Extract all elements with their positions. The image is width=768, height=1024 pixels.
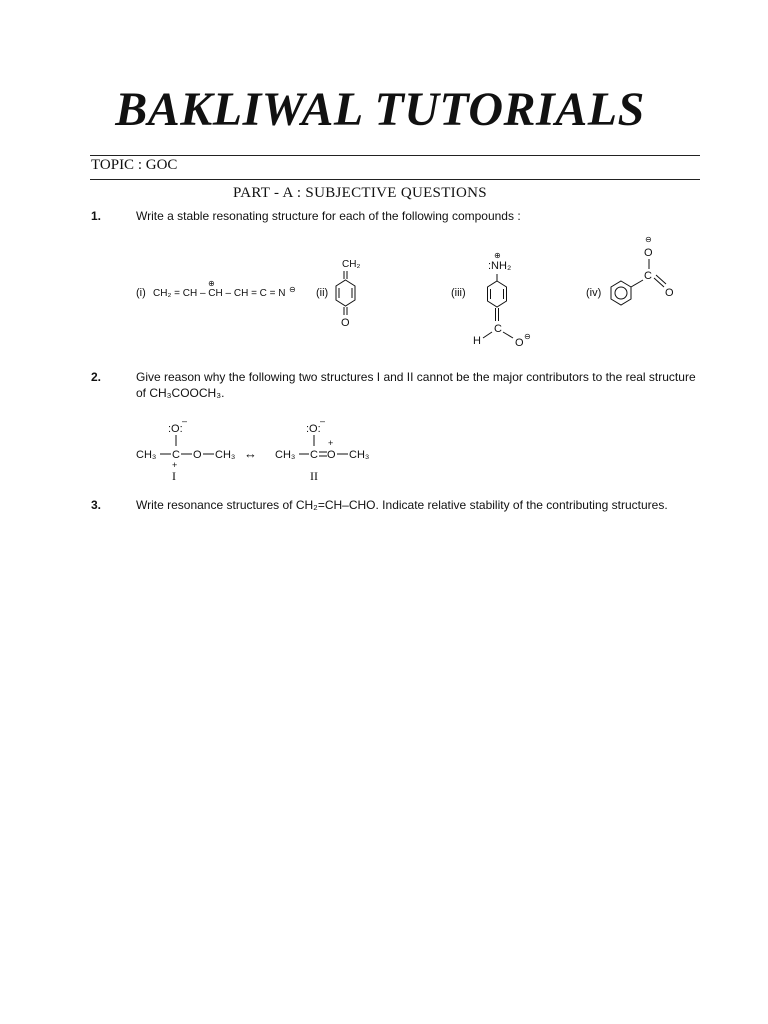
header-rule-top: [90, 155, 700, 156]
question-1-text: Write a stable resonating structure for each of the following compounds :: [136, 209, 521, 223]
structure-II-oxygen: :O:: [306, 423, 321, 435]
structure-ii: [316, 259, 360, 329]
part-heading: PART - A : SUBJECTIVE QUESTIONS: [233, 185, 487, 201]
structure-I-oxygen-ester: O: [193, 449, 202, 461]
structure-ii-bottom-group: O: [341, 317, 350, 329]
structure-i: [136, 279, 296, 299]
structure-I-ch3-left: CH₃: [136, 449, 157, 461]
structure-I-ch3-right: CH₃: [215, 449, 236, 461]
resonance-arrow: ↔: [244, 446, 257, 461]
structure-II-ch3-left: CH₃: [275, 449, 296, 461]
question-3-text: Write resonance structures of CH₂=CH–CHO. Indicate relative stability of the contributing structures.: [136, 498, 668, 512]
structure-iii: [451, 251, 531, 349]
question-2-text-line2: of CH₃COOCH₃.: [136, 386, 225, 400]
question-2-structures: [0, 410, 768, 490]
structure-iii-right-charge: ⊖: [524, 332, 531, 341]
question-2-text-line1: Give reason why the following two structures I and II cannot be the major contributors to the real structure: [136, 370, 696, 384]
structure-i-anion-charge: ⊖: [289, 285, 296, 294]
structure-II-oxygen-ester: O: [327, 449, 336, 461]
structure-iv-label: (iv): [586, 287, 602, 299]
structure-I-carbon: C: [172, 449, 180, 461]
structure-I-carbon-charge: +: [172, 460, 178, 470]
structure-I-oxygen: :O:: [168, 423, 183, 435]
structure-iv-ring: [611, 281, 631, 305]
structure-i-formula: CH₂ = CH – CH – CH = C = N: [153, 288, 286, 299]
structure-II: [275, 416, 369, 483]
structure-II-ring-oxygen-charge: +: [328, 438, 334, 448]
structure-iii-label: (iii): [451, 287, 466, 299]
structure-ii-label: (ii): [316, 287, 329, 299]
header-rule-bottom: [90, 179, 700, 180]
structure-I-roman: I: [172, 469, 176, 483]
structure-II-oxygen-charge: –: [320, 416, 326, 426]
structure-iv-top-charge: ⊖: [645, 235, 652, 244]
structure-iii-left-atom: H: [473, 335, 481, 347]
structure-II-ch3-right: CH₃: [349, 449, 370, 461]
structure-iv-top-oxygen: O: [644, 247, 653, 259]
structure-ii-top-group: CH₂: [342, 259, 361, 270]
structure-iv-carbon: C: [644, 270, 652, 282]
question-3-number: 3.: [91, 498, 102, 512]
question-2-number: 2.: [91, 370, 102, 384]
structure-II-roman: II: [310, 469, 318, 483]
structure-iv-right-oxygen: O: [665, 287, 674, 299]
structure-iii-charge: ⊕: [494, 251, 501, 260]
question-2-text: [136, 369, 706, 401]
question-1-number: 1.: [91, 209, 102, 223]
structure-i-cation-charge: ⊕: [208, 279, 215, 288]
question-1-structures: [0, 230, 768, 360]
structure-iii-top-group: :NH₂: [488, 260, 512, 272]
structure-I-oxygen-charge: –: [182, 416, 188, 426]
structure-II-carbon: C: [310, 449, 318, 461]
structure-iii-right-atom: O: [515, 337, 524, 349]
structure-i-label: (i): [136, 287, 146, 299]
structure-iv: [586, 235, 674, 305]
page-title: BAKLIWAL TUTORIALS: [115, 83, 645, 136]
structure-I: [136, 416, 235, 483]
topic-label: TOPIC : GOC: [91, 157, 178, 173]
structure-iii-carbon: C: [494, 323, 502, 335]
